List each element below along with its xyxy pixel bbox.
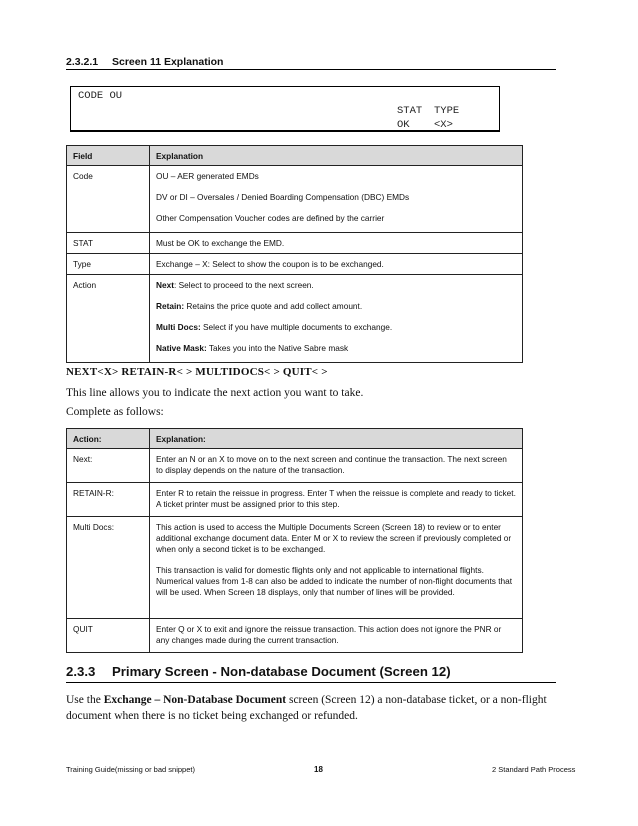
explanation-paragraph: Enter an N or an X to move on to the next screen and continue the transaction. The next screen to display depends on the nature of the transaction. — [156, 454, 507, 475]
explanation-paragraph: Enter R to retain the reissue in progress. Enter T when the reissue is complete and ready to ticket. A ticket printer must be assigned prior to this step. — [156, 488, 516, 509]
section-heading — [66, 664, 556, 683]
action-item: Retain: Retains the price quote and add collect amount. — [156, 301, 363, 311]
explanation-cell: Exchange – X: Select to show the coupon is to be exchanged. — [150, 254, 523, 275]
explanation-paragraph: Enter Q or X to exit and ignore the reissue transaction. This action does not ignore the PNR or any changes made during the current transaction. — [156, 624, 502, 645]
header-explanation: Explanation: — [150, 429, 523, 449]
table-header-row — [67, 146, 523, 166]
command-line: NEXT<X> RETAIN-R< > MULTIDOCS< > QUIT< > — [66, 366, 328, 378]
screen-stat-label: STAT — [397, 105, 423, 117]
table-row — [67, 517, 523, 619]
explanation-paragraph: This action is used to access the Multiple Documents Screen (Screen 18) to review or to enter additional exchange document data. Enter M or X to review the screen if previously completed or when only a second ticket is to be exchanged. — [156, 522, 512, 554]
table-header-row — [67, 429, 523, 449]
action-cell: RETAIN-R: — [67, 483, 150, 517]
table-row — [67, 275, 523, 363]
explanation-cell — [150, 483, 523, 517]
field-cell: Type — [67, 254, 150, 275]
header-explanation: Explanation — [150, 146, 523, 166]
action-explanation-table — [66, 428, 523, 653]
field-explanation-table — [66, 145, 523, 363]
action-cell: Multi Docs: — [67, 517, 150, 619]
action-cell: Next: — [67, 449, 150, 483]
table-row — [67, 449, 523, 483]
table-row — [67, 166, 523, 233]
complete-text: Complete as follows: — [66, 406, 164, 418]
explanation-cell — [150, 166, 523, 233]
action-item: Multi Docs: Select if you have multiple documents to exchange. — [156, 322, 393, 332]
page-number: 18 — [314, 765, 323, 774]
screen-stat-value: OK — [397, 119, 410, 131]
header-action: Action: — [67, 429, 150, 449]
subsection-number: 2.3.2.1 — [66, 56, 99, 68]
footer-left: Training Guide(missing or bad snippet) — [66, 765, 195, 774]
body-paragraph: Use the Exchange – Non-Database Document screen (Screen 12) a non-database ticket, or a non-flight document when there is no ticket being exchanged or refunded. — [66, 694, 547, 722]
screen-code-line: CODE OU — [78, 90, 123, 102]
explanation-paragraph: This transaction is valid for domestic flights only and not applicable to international flights. Numerical values from 1-8 can also be added to indicate the number of non-flight documents that will be used. When Screen 18 displays, only that number of lines will be provided. — [156, 565, 513, 597]
field-cell: STAT — [67, 233, 150, 254]
explanation-cell — [150, 275, 523, 363]
action-item: Next: Select to proceed to the next screen. — [156, 280, 314, 290]
table-row — [67, 483, 523, 517]
explanation-cell — [150, 449, 523, 483]
section-number: 2.3.3 — [66, 664, 96, 679]
table-row — [67, 619, 523, 653]
screen-type-label: TYPE — [434, 105, 460, 117]
explanation-line: Other Compensation Voucher codes are defined by the carrier — [156, 213, 385, 223]
explanation-cell — [150, 619, 523, 653]
subsection-heading — [66, 56, 556, 70]
explanation-cell — [150, 517, 523, 619]
section-title: Primary Screen - Non-database Document (Screen 12) — [112, 664, 451, 679]
explanation-line: OU – AER generated EMDs — [156, 171, 259, 181]
screen-mockup — [70, 86, 500, 132]
table-row — [67, 233, 523, 254]
footer-right: 2 Standard Path Process — [492, 765, 576, 774]
action-cell: QUIT — [67, 619, 150, 653]
field-cell: Action — [67, 275, 150, 363]
table-row — [67, 254, 523, 275]
subsection-title: Screen 11 Explanation — [112, 56, 224, 68]
action-item: Native Mask: Takes you into the Native Sabre mask — [156, 343, 349, 353]
explanation-cell: Must be OK to exchange the EMD. — [150, 233, 523, 254]
field-cell: Code — [67, 166, 150, 233]
intro-text: This line allows you to indicate the next action you want to take. — [66, 387, 364, 399]
screen-type-value: <X> — [434, 119, 453, 131]
explanation-line: DV or DI – Oversales / Denied Boarding Compensation (DBC) EMDs — [156, 192, 410, 202]
header-field: Field — [67, 146, 150, 166]
